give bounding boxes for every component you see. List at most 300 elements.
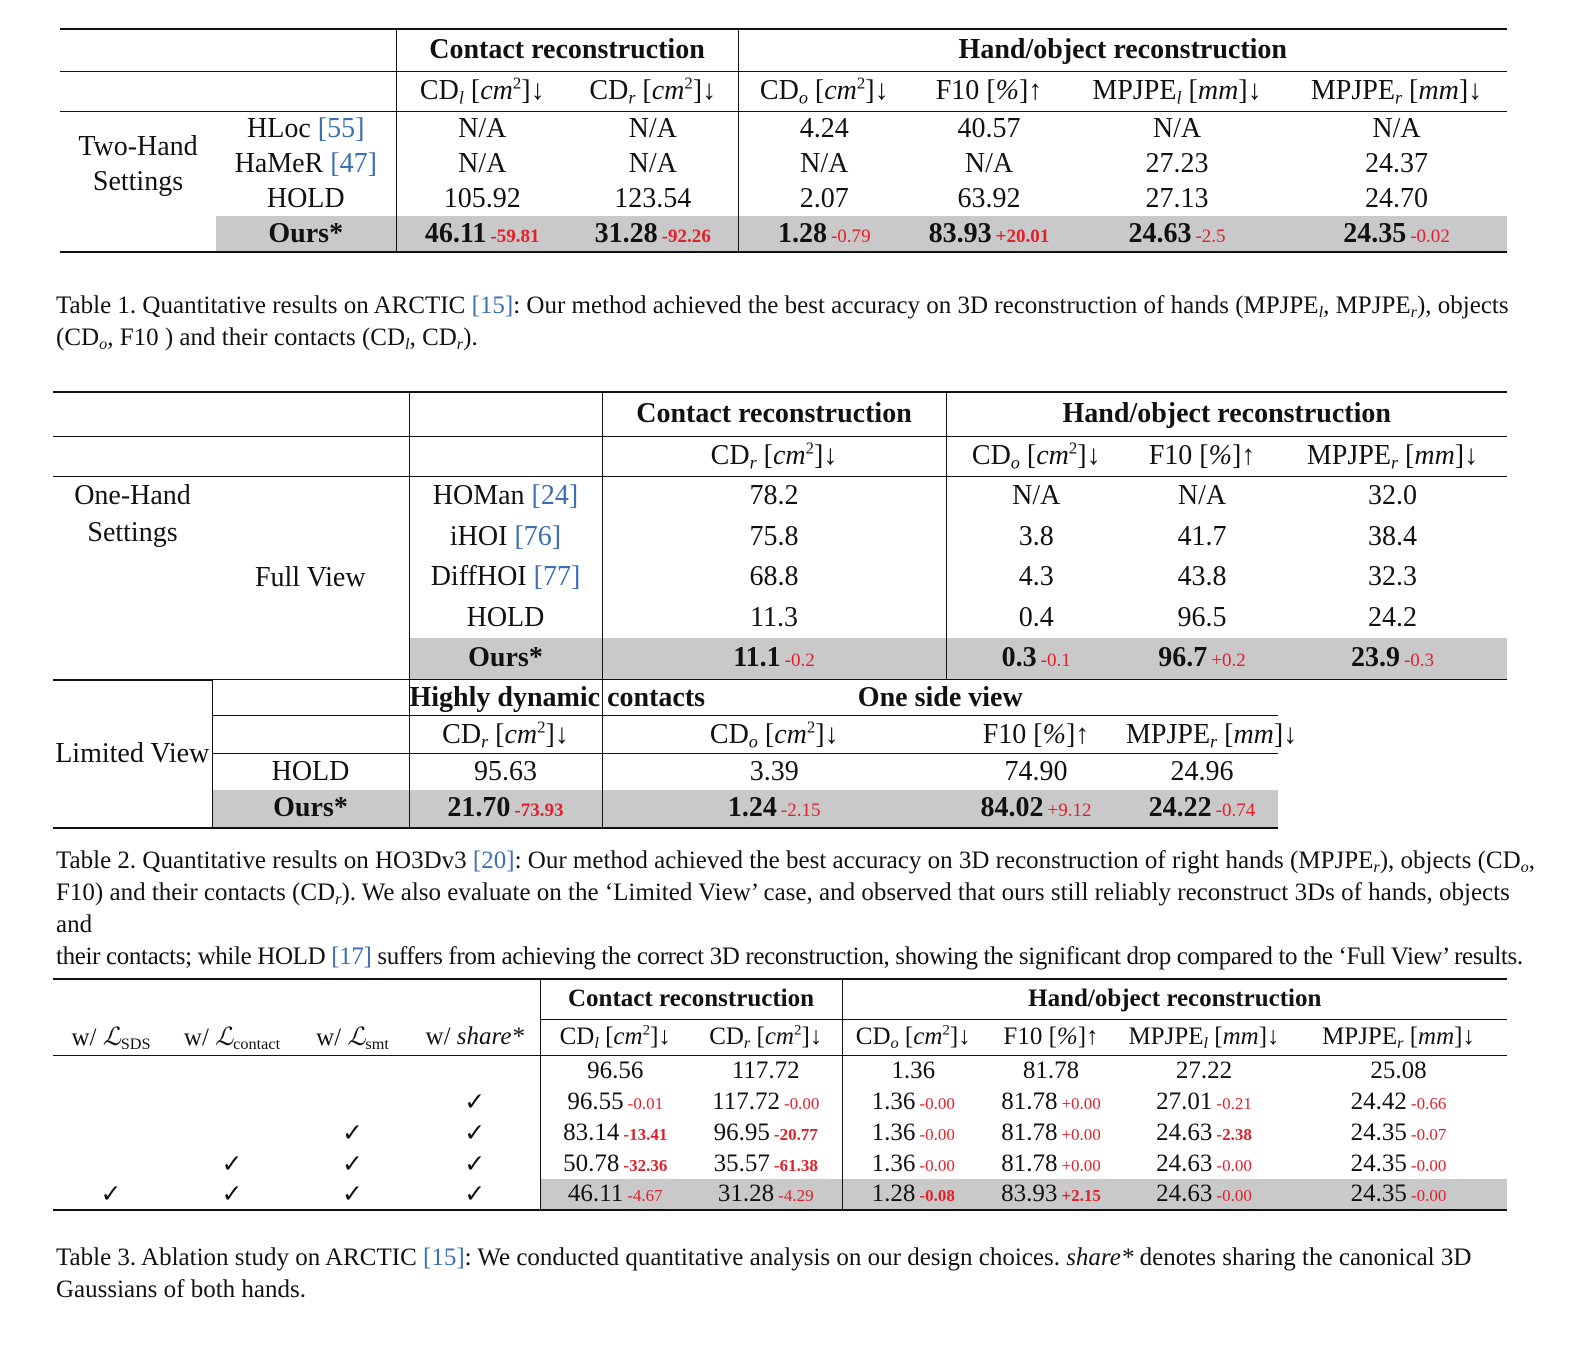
value-cell bbox=[1278, 476, 1507, 516]
value: 3.39 bbox=[749, 755, 799, 787]
delta: -0.00 bbox=[919, 1093, 955, 1113]
value: 24.96 bbox=[1170, 755, 1234, 787]
header-unit: % bbox=[995, 75, 1019, 106]
t1-group-handobject: Hand/object reconstruction bbox=[738, 29, 1507, 71]
t2-group-oneside: One side view bbox=[602, 680, 1278, 716]
header-unit: cm bbox=[504, 718, 538, 750]
value: 96.7 bbox=[1158, 642, 1208, 674]
header-arrow: ↓ bbox=[874, 75, 889, 106]
delta: -0.07 bbox=[1410, 1124, 1447, 1144]
value: 32.3 bbox=[1368, 561, 1418, 593]
header-unit: cm bbox=[480, 75, 513, 106]
value: 24.42 bbox=[1350, 1087, 1407, 1115]
ablation-check bbox=[169, 1179, 295, 1210]
column-header: F10 [%]↑ bbox=[1126, 436, 1278, 476]
delta: -0.00 bbox=[783, 1093, 820, 1113]
value: 24.63 bbox=[1156, 1118, 1213, 1146]
ablation-check bbox=[410, 1148, 540, 1179]
header-arrow: ↓ bbox=[658, 1023, 671, 1050]
value: 24.35 bbox=[1350, 1149, 1407, 1177]
method-name: DiffHOI bbox=[430, 561, 527, 593]
checkmark-icon: ✓ bbox=[100, 1181, 122, 1208]
header-superscript: 2 bbox=[642, 1022, 651, 1039]
value: 31.28 bbox=[717, 1180, 775, 1207]
header-base: MPJPE bbox=[1310, 75, 1395, 106]
value-cell bbox=[1126, 754, 1278, 790]
header-arrow: ↓ bbox=[1462, 1023, 1475, 1050]
ablation-symbol: ℒ bbox=[102, 1023, 121, 1051]
header-subscript: r bbox=[1390, 452, 1399, 473]
checkmark-icon: ✓ bbox=[221, 1181, 243, 1208]
value: 96.56 bbox=[587, 1056, 644, 1084]
value: 27.22 bbox=[1175, 1056, 1233, 1084]
column-header: $CD_r$ $[cm^2]↓$ bbox=[690, 1019, 842, 1055]
header-subscript: l bbox=[1176, 87, 1182, 108]
value: 74.90 bbox=[1004, 755, 1068, 787]
method-name: HOLD bbox=[271, 755, 350, 787]
value-cell bbox=[602, 754, 946, 790]
value: N/A bbox=[628, 112, 677, 144]
header-unit: cm bbox=[764, 1023, 794, 1050]
value: N/A bbox=[1372, 112, 1421, 144]
value: 96.5 bbox=[1177, 601, 1227, 633]
header-base: MPJPE bbox=[1128, 1023, 1204, 1050]
header-base: F10 bbox=[982, 718, 1027, 750]
header-subscript: l bbox=[1203, 1034, 1209, 1053]
value: 84.02 bbox=[980, 792, 1044, 823]
value-cell bbox=[1290, 1086, 1507, 1117]
value-cell bbox=[946, 597, 1126, 637]
header-subscript: l bbox=[458, 87, 464, 108]
delta: +0.2 bbox=[1211, 650, 1246, 672]
method-name: HOLD bbox=[266, 182, 345, 214]
table-3-caption: Table 3. Ablation study on ARCTIC [15]: We conducted quantitative analysis on our design choices. share* denotes sharing the canonical 3D Gaussians of both hands. bbox=[56, 1244, 1472, 1303]
value: 1.36 bbox=[871, 1118, 916, 1146]
ablation-check bbox=[295, 1117, 410, 1148]
header-arrow: ↑ bbox=[1075, 718, 1090, 750]
value-cell bbox=[1118, 1055, 1290, 1086]
value-cell bbox=[946, 638, 1126, 680]
delta: -20.77 bbox=[773, 1124, 818, 1144]
column-header: $MPJPE_l$ [mm]↓ bbox=[1118, 1019, 1290, 1055]
delta: -0.3 bbox=[1403, 650, 1435, 672]
column-header: $CD_o$ $[cm^2]↓$ bbox=[946, 436, 1126, 476]
column-header: $CD_o$ $[cm^2]↓$ bbox=[602, 716, 946, 754]
ablation-check bbox=[169, 1055, 295, 1086]
value: 24.63 bbox=[1128, 217, 1192, 249]
value-cell bbox=[1126, 790, 1278, 828]
citation: [55] bbox=[317, 112, 365, 144]
value-cell bbox=[738, 216, 910, 252]
value: 24.63 bbox=[1156, 1180, 1213, 1207]
header-base: F10 bbox=[935, 75, 980, 106]
value: 24.63 bbox=[1156, 1149, 1213, 1177]
header-base: CD bbox=[710, 440, 750, 471]
column-header: $CD_o$ $[cm^2]↓$ bbox=[738, 71, 910, 111]
value: 31.28 bbox=[594, 217, 658, 249]
value: 2.07 bbox=[799, 182, 849, 214]
header-base: CD bbox=[589, 75, 629, 106]
header-unit: mm bbox=[1414, 440, 1455, 471]
value-cell bbox=[1126, 597, 1278, 637]
header-unit: cm bbox=[651, 75, 685, 106]
value: 32.0 bbox=[1368, 480, 1418, 512]
value-cell bbox=[602, 597, 946, 637]
value-cell bbox=[842, 1148, 984, 1179]
value-cell bbox=[1118, 1117, 1290, 1148]
value: N/A bbox=[458, 112, 507, 144]
header-unit: mm bbox=[1233, 718, 1274, 750]
value: 83.93 bbox=[1001, 1180, 1058, 1207]
value: 24.2 bbox=[1368, 601, 1418, 633]
value-cell bbox=[409, 754, 602, 790]
header-arrow: ↓ bbox=[1086, 440, 1101, 471]
ablation-check bbox=[295, 1086, 410, 1117]
value-cell bbox=[946, 754, 1126, 790]
value-cell bbox=[690, 1179, 842, 1210]
ablation-check bbox=[53, 1117, 169, 1148]
ablation-check bbox=[169, 1117, 295, 1148]
value-cell bbox=[568, 216, 738, 252]
header-unit: cm bbox=[1036, 440, 1069, 471]
value: 11.1 bbox=[733, 642, 781, 674]
delta: -0.00 bbox=[1410, 1155, 1447, 1175]
value: 3.8 bbox=[1018, 520, 1054, 552]
value-cell bbox=[602, 638, 946, 680]
value: 1.28 bbox=[871, 1180, 916, 1207]
value-cell bbox=[1068, 111, 1286, 146]
method-cell bbox=[216, 181, 396, 216]
value: 117.72 bbox=[731, 1056, 800, 1084]
value: 40.57 bbox=[957, 112, 1021, 144]
value-cell bbox=[1126, 476, 1278, 516]
empty-cell bbox=[212, 716, 409, 754]
value-cell bbox=[1126, 557, 1278, 597]
value: 35.57 bbox=[713, 1149, 770, 1177]
delta: +2.15 bbox=[1061, 1186, 1101, 1205]
value-cell bbox=[690, 1055, 842, 1086]
limited-view-label: Limited View bbox=[53, 680, 212, 828]
delta: -4.29 bbox=[778, 1186, 814, 1205]
value: 1.36 bbox=[871, 1087, 916, 1115]
value-cell bbox=[984, 1086, 1118, 1117]
method-name: HOLD bbox=[466, 601, 545, 633]
ablation-check bbox=[295, 1179, 410, 1210]
ablation-check bbox=[53, 1055, 169, 1086]
method-name: HOMan bbox=[432, 480, 525, 512]
value: N/A bbox=[1177, 480, 1227, 512]
value: N/A bbox=[964, 147, 1014, 179]
delta: -4.67 bbox=[627, 1186, 663, 1205]
header-subscript: r bbox=[1210, 731, 1218, 752]
header-superscript: 2 bbox=[537, 717, 546, 737]
value-cell bbox=[690, 1117, 842, 1148]
header-subscript: r bbox=[481, 731, 489, 752]
ablation-subscript: SDS bbox=[120, 1034, 151, 1053]
header-subscript: r bbox=[1394, 87, 1403, 108]
ablation-check bbox=[410, 1086, 540, 1117]
value-cell bbox=[1290, 1148, 1507, 1179]
value-cell bbox=[540, 1117, 690, 1148]
delta: -73.93 bbox=[514, 800, 564, 821]
header-arrow: ↓ bbox=[554, 718, 569, 750]
delta: -0.08 bbox=[919, 1186, 955, 1205]
header-arrow: ↑ bbox=[1086, 1023, 1099, 1050]
header-arrow: ↓ bbox=[958, 1023, 971, 1050]
header-base: MPJPE bbox=[1306, 440, 1391, 471]
value-cell bbox=[1126, 638, 1278, 680]
value: 24.35 bbox=[1343, 217, 1407, 249]
header-subscript: r bbox=[749, 452, 757, 473]
header-arrow: ↓ bbox=[823, 440, 838, 471]
delta: +0.00 bbox=[1061, 1155, 1101, 1175]
column-header: F10 [%]↑ bbox=[984, 1019, 1118, 1055]
column-header: $CD_r$ $[cm^2]↓$ bbox=[602, 436, 946, 476]
ablation-check bbox=[53, 1148, 169, 1179]
method-cell-ours bbox=[212, 790, 409, 828]
delta: -0.00 bbox=[919, 1155, 955, 1175]
delta: +20.01 bbox=[995, 225, 1050, 247]
ablation-check bbox=[53, 1086, 169, 1117]
value-cell bbox=[602, 516, 946, 556]
method-name: Ours* bbox=[268, 217, 344, 249]
header-subscript: o bbox=[1010, 452, 1020, 473]
value: 1.36 bbox=[891, 1056, 936, 1084]
value-cell bbox=[1286, 111, 1507, 146]
checkmark-icon: ✓ bbox=[221, 1150, 243, 1178]
ablation-prefix: w/ bbox=[316, 1023, 348, 1051]
column-header: $CD_r$ $[cm^2]↓$ bbox=[409, 716, 602, 754]
value-cell bbox=[842, 1086, 984, 1117]
header-subscript: r bbox=[628, 87, 636, 108]
method-cell bbox=[409, 557, 602, 597]
method-cell bbox=[409, 476, 602, 516]
value: 83.14 bbox=[563, 1118, 620, 1146]
checkmark-icon: ✓ bbox=[464, 1088, 486, 1116]
header-superscript: 2 bbox=[942, 1022, 950, 1039]
delta: -0.21 bbox=[1216, 1093, 1252, 1113]
method-cell bbox=[409, 516, 602, 556]
empty-cell bbox=[212, 680, 409, 716]
value: 11.3 bbox=[750, 601, 798, 633]
value: 24.35 bbox=[1350, 1118, 1407, 1146]
header-subscript: o bbox=[798, 87, 808, 108]
ablation-header bbox=[410, 1019, 540, 1055]
value-cell bbox=[1278, 597, 1507, 637]
value-cell bbox=[1068, 216, 1286, 252]
method-cell bbox=[216, 146, 396, 181]
value: 83.93 bbox=[928, 217, 992, 249]
header-unit: mm bbox=[1197, 75, 1239, 106]
value-cell bbox=[1068, 181, 1286, 216]
method-cell bbox=[409, 597, 602, 637]
header-unit: cm bbox=[772, 440, 806, 471]
value-cell bbox=[1278, 557, 1507, 597]
value-cell bbox=[946, 557, 1126, 597]
value-cell bbox=[396, 181, 568, 216]
header-arrow: ↓ bbox=[702, 75, 717, 106]
value-cell bbox=[409, 790, 602, 828]
ablation-check bbox=[410, 1055, 540, 1086]
full-view-label: Full View bbox=[212, 476, 409, 680]
value: 27.01 bbox=[1156, 1087, 1213, 1115]
header-subscript: r bbox=[1397, 1034, 1404, 1053]
value: 96.95 bbox=[713, 1118, 770, 1146]
value-cell bbox=[984, 1179, 1118, 1210]
ablation-check bbox=[53, 1179, 169, 1210]
citation: [24] bbox=[531, 480, 579, 512]
checkmark-icon: ✓ bbox=[342, 1150, 363, 1178]
value: 68.8 bbox=[749, 561, 799, 593]
header-base: CD bbox=[709, 718, 749, 750]
table-1-caption: Table 1. Quantitative results on ARCTIC [15]: Our method achieved the best accuracy on 3D reconstruction of hands ($MPJPE_l$, $MPJPE_r$), objects ($CD_o$, F10 ) and their contacts ($CD_l$, $CD_r$). bbox=[56, 292, 1509, 354]
value-cell bbox=[1278, 516, 1507, 556]
ablation-prefix: w/ bbox=[71, 1023, 103, 1051]
value: 1.28 bbox=[777, 217, 827, 249]
delta: -2.38 bbox=[1216, 1124, 1252, 1144]
value: 46.11 bbox=[424, 217, 487, 249]
header-subscript: l bbox=[594, 1034, 599, 1053]
delta: -32.36 bbox=[623, 1155, 668, 1175]
header-arrow: ↑ bbox=[1241, 440, 1256, 471]
header-base: CD bbox=[559, 1023, 595, 1050]
header-unit: cm bbox=[913, 1023, 943, 1050]
header-superscript: 2 bbox=[1068, 438, 1078, 458]
delta: +0.00 bbox=[1061, 1124, 1101, 1144]
value-cell bbox=[1278, 638, 1507, 680]
value-cell bbox=[1286, 181, 1507, 216]
header-unit: mm bbox=[1222, 1023, 1259, 1050]
value-cell bbox=[568, 146, 738, 181]
value-cell bbox=[738, 146, 910, 181]
t3-group-handobject: Hand/object reconstruction bbox=[842, 979, 1507, 1019]
method-cell-ours bbox=[216, 216, 396, 252]
t2-group-dynamic: Highly dynamic contacts bbox=[409, 680, 602, 716]
method-name: Ours* bbox=[273, 792, 348, 823]
value-cell bbox=[602, 557, 946, 597]
value-cell bbox=[1290, 1117, 1507, 1148]
value-cell bbox=[946, 476, 1126, 516]
value: 46.11 bbox=[567, 1180, 624, 1207]
value: 24.35 bbox=[1350, 1180, 1407, 1207]
column-header: $CD_l$ $[cm^2]↓$ bbox=[396, 71, 568, 111]
checkmark-icon: ✓ bbox=[464, 1150, 486, 1178]
checkmark-icon: ✓ bbox=[464, 1119, 486, 1147]
header-arrow: ↓ bbox=[824, 718, 839, 750]
delta: +9.12 bbox=[1047, 800, 1092, 821]
delta: -0.01 bbox=[627, 1093, 664, 1113]
value-cell bbox=[984, 1148, 1118, 1179]
citation: [76] bbox=[514, 520, 562, 552]
value-cell bbox=[842, 1179, 984, 1210]
header-subscript: o bbox=[748, 731, 758, 752]
value: 117.72 bbox=[712, 1087, 780, 1115]
value: 43.8 bbox=[1177, 561, 1227, 593]
delta: -0.79 bbox=[830, 225, 871, 247]
header-unit: mm bbox=[1418, 1023, 1455, 1050]
header-base: CD bbox=[759, 75, 799, 106]
value: 0.4 bbox=[1018, 601, 1054, 633]
value-cell bbox=[540, 1086, 690, 1117]
header-arrow: ↓ bbox=[1468, 75, 1483, 106]
value-cell bbox=[984, 1117, 1118, 1148]
delta: -2.5 bbox=[1195, 225, 1226, 247]
header-arrow: ↓ bbox=[809, 1023, 823, 1050]
ablation-check bbox=[295, 1148, 410, 1179]
delta: -0.00 bbox=[1216, 1186, 1252, 1205]
value: 21.70 bbox=[447, 792, 511, 823]
column-header: $MPJPE_r$ [mm]↓ bbox=[1290, 1019, 1507, 1055]
value: 96.55 bbox=[567, 1087, 624, 1115]
value: 50.78 bbox=[563, 1149, 620, 1177]
ablation-check bbox=[410, 1117, 540, 1148]
column-header: F10 [%]↑ bbox=[910, 71, 1068, 111]
value: 24.70 bbox=[1365, 182, 1429, 214]
checkmark-icon: ✓ bbox=[342, 1181, 363, 1208]
setting-label: One-Hand Settings bbox=[53, 476, 212, 680]
table-3 bbox=[53, 978, 1507, 1211]
delta: -59.81 bbox=[490, 225, 540, 247]
ablation-symbol: ℒ bbox=[215, 1023, 234, 1051]
value-cell bbox=[910, 146, 1068, 181]
header-arrow: ↓ bbox=[1267, 1023, 1280, 1050]
table-2 bbox=[53, 391, 1507, 829]
header-unit: mm bbox=[1418, 75, 1459, 106]
value: 1.36 bbox=[871, 1149, 916, 1177]
column-header: $MPJPE_r$ [mm]↓ bbox=[1126, 716, 1278, 754]
delta: -0.1 bbox=[1040, 650, 1071, 672]
value: 105.92 bbox=[443, 182, 521, 214]
delta: -0.02 bbox=[1410, 225, 1450, 247]
method-name: iHOI bbox=[449, 520, 508, 552]
header-unit: % bbox=[1042, 718, 1066, 750]
value: 75.8 bbox=[749, 520, 799, 552]
value: 1.24 bbox=[727, 792, 777, 823]
value: N/A bbox=[458, 147, 507, 179]
value: 81.78 bbox=[1001, 1118, 1058, 1146]
header-subscript: r bbox=[743, 1034, 751, 1053]
header-subscript: o bbox=[890, 1034, 899, 1053]
value: 24.37 bbox=[1365, 147, 1429, 179]
method-cell-ours bbox=[409, 638, 602, 680]
value-cell bbox=[1290, 1179, 1507, 1210]
delta: -0.74 bbox=[1215, 800, 1256, 821]
header-base: CD bbox=[419, 75, 459, 106]
header-unit: cm bbox=[613, 1023, 643, 1050]
ablation-header bbox=[53, 1019, 169, 1055]
header-unit: % bbox=[1056, 1023, 1078, 1050]
value: 4.3 bbox=[1018, 561, 1054, 593]
value-cell bbox=[738, 181, 910, 216]
header-base: F10 bbox=[1148, 440, 1193, 471]
value-cell bbox=[910, 111, 1068, 146]
t1-group-contact: Contact reconstruction bbox=[396, 29, 738, 71]
value: 81.78 bbox=[1001, 1149, 1058, 1177]
delta: -0.00 bbox=[919, 1124, 955, 1144]
value: 27.23 bbox=[1145, 147, 1209, 179]
column-header: $CD_o$ $[cm^2]↓$ bbox=[842, 1019, 984, 1055]
header-arrow: ↓ bbox=[1247, 75, 1262, 106]
value: N/A bbox=[628, 147, 677, 179]
value-cell bbox=[1118, 1148, 1290, 1179]
value-cell bbox=[910, 216, 1068, 252]
header-arrow: ↑ bbox=[1028, 75, 1043, 106]
header-base: CD bbox=[442, 718, 482, 750]
value: 23.9 bbox=[1350, 642, 1400, 674]
citation: [47] bbox=[330, 147, 377, 179]
delta: -13.41 bbox=[623, 1124, 668, 1144]
value: N/A bbox=[800, 147, 849, 179]
